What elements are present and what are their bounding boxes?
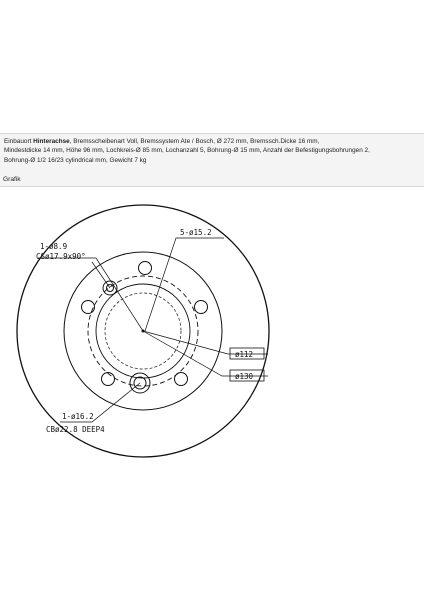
leader-small-hole [38,258,143,331]
callout-pin-hole-counterbore: CBø22.8 DEEP4 [46,425,105,434]
bolt-hole [175,373,188,386]
grafik-label: Grafik [3,176,21,183]
spec-location: Hinterachse [33,138,70,145]
callout-bolt-holes: 5-ø15.2 [180,228,212,237]
callout-pin-hole-diameter: 1-ø16.2 [62,412,94,421]
technical-drawing [0,186,424,486]
bolt-hole [102,373,115,386]
spec-details-3: Bohrung-Ø 1/2 16/23 cylindrical mm, Gewicht 7 kg [4,156,147,164]
leader-bolt-hole [145,238,224,331]
bolt-hole [195,301,208,314]
callout-small-hole-diameter: 1-ø8.9 [40,242,68,251]
spec-prefix: Einbauort [4,138,34,145]
spec-panel [0,133,424,177]
dim-outer-label: ø130 [235,372,254,381]
dim-inner-label: ø112 [235,350,254,359]
bolt-hole [82,301,95,314]
spec-details-1: , Bremsscheibenart Voll, Bremssystem Ate / Bosch, Ø 272 mm, Bremssch.Dicke 16 mm, [69,138,320,145]
spec-details-2: Mindestdicke 14 mm, Höhe 96 mm, Lochkreis-Ø 85 mm, Lochanzahl 5, Bohrung-Ø 15 mm, Anzahl der Befestigungsbohrungen 2, [4,147,370,155]
bolt-hole [139,262,152,275]
spec-text [4,137,424,165]
callout-small-hole-countersink: CSø17.9x90° [36,252,86,261]
brake-disc-drawing [0,186,424,486]
